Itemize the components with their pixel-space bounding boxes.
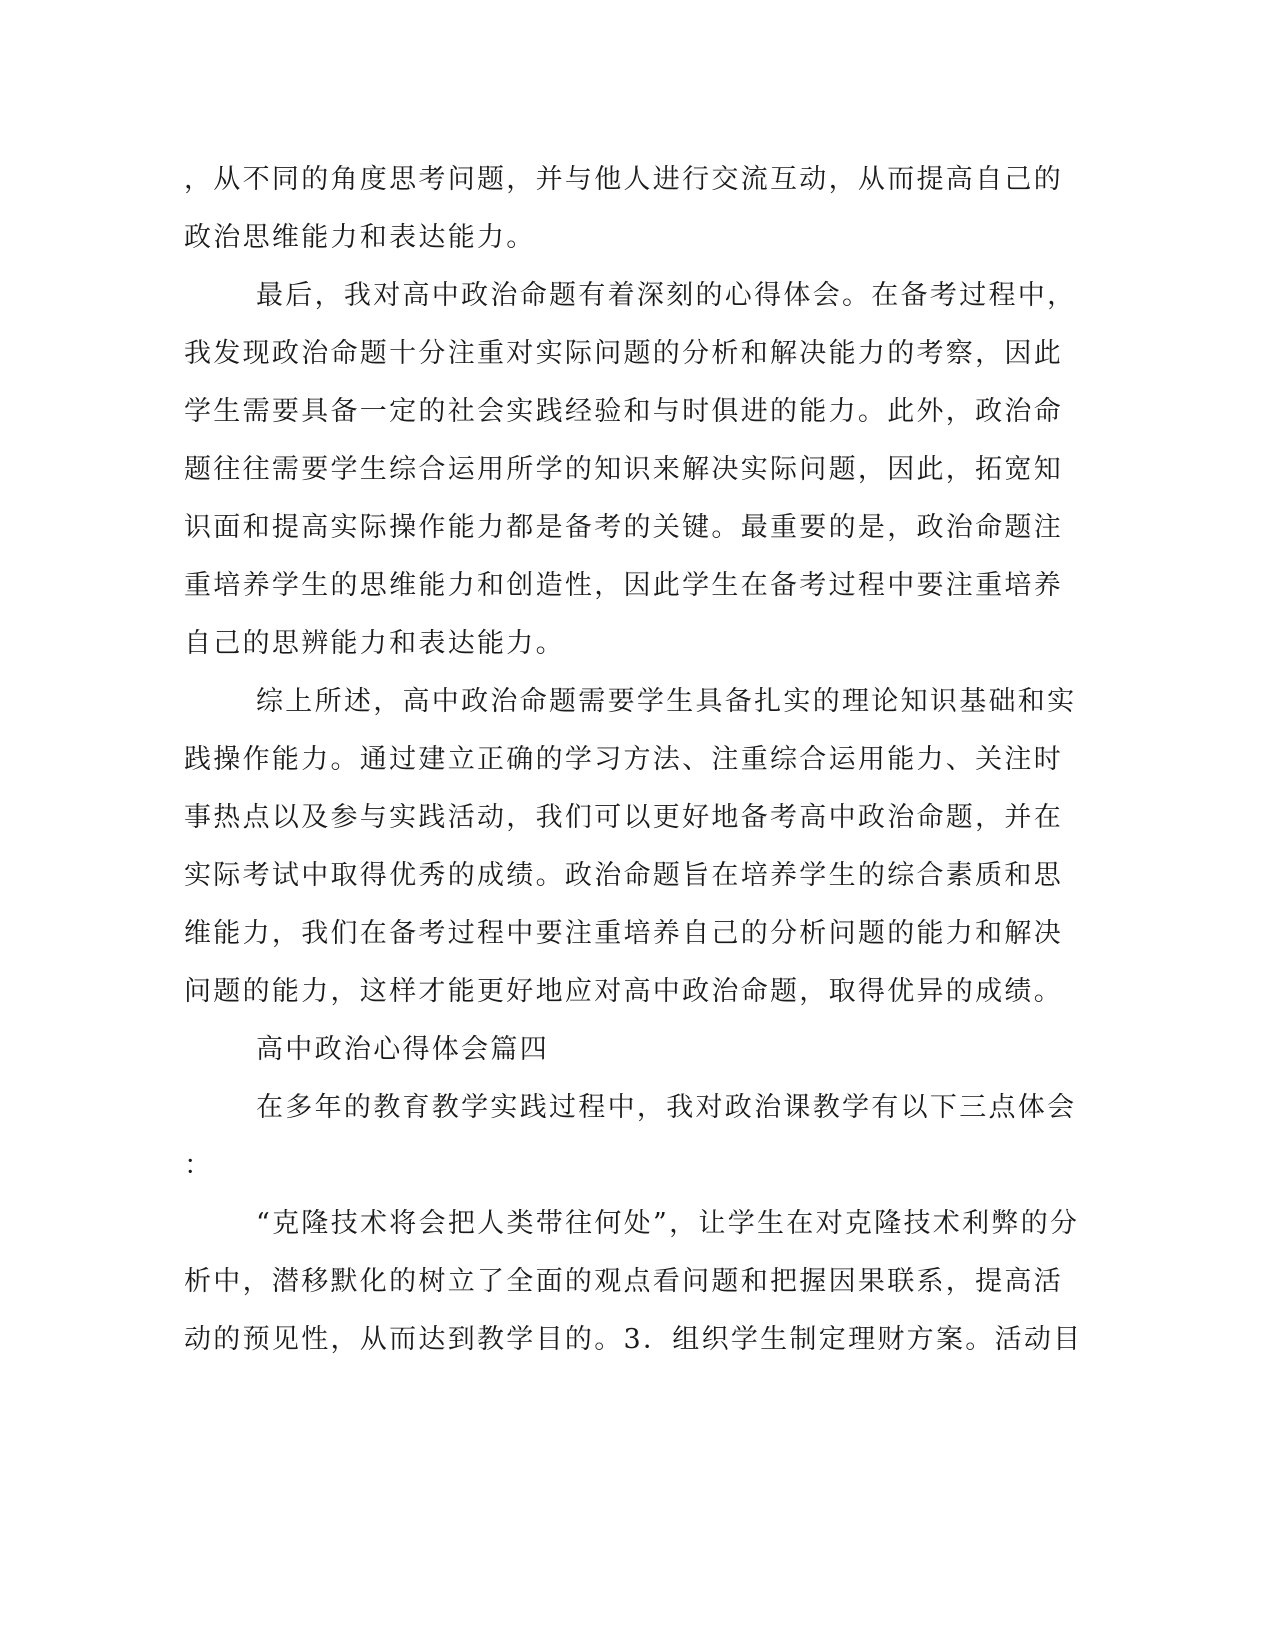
text-line: 实际考试中取得优秀的成绩。政治命题旨在培养学生的综合素质和思 [184, 860, 1063, 891]
text-line: 析中，潜移默化的树立了全面的观点看问题和把握因果联系，提高活 [184, 1266, 1063, 1297]
section-heading: 高中政治心得体会篇四 [256, 1034, 549, 1065]
paragraph-start: “克隆技术将会把人类带往何处”，让学生在对克隆技术利弊的分 [256, 1208, 1080, 1239]
text-line: 识面和提高实际操作能力都是备考的关键。最重要的是，政治命题注 [184, 512, 1063, 543]
text-line: 维能力，我们在备考过程中要注重培养自己的分析问题的能力和解决 [184, 918, 1063, 949]
text-line: 政治思维能力和表达能力。 [184, 222, 536, 253]
text-line: 问题的能力，这样才能更好地应对高中政治命题，取得优异的成绩。 [184, 976, 1063, 1007]
text-line: 学生需要具备一定的社会实践经验和与时俱进的能力。此外，政治命 [184, 396, 1063, 427]
text-line: 践操作能力。通过建立正确的学习方法、注重综合运用能力、关注时 [184, 744, 1063, 775]
text-line: 自己的思辨能力和表达能力。 [184, 628, 565, 659]
text-line: 我发现政治命题十分注重对实际问题的分析和解决能力的考察，因此 [184, 338, 1063, 369]
paragraph-start: 综上所述，高中政治命题需要学生具备扎实的理论知识基础和实 [256, 686, 1077, 717]
text-line: ： [184, 1150, 214, 1181]
text-line: 动的预见性，从而达到教学目的。3．组织学生制定理财方案。活动目 [184, 1324, 1083, 1355]
text-line: 重培养学生的思维能力和创造性，因此学生在备考过程中要注重培养 [184, 570, 1063, 601]
text-line: 题往往需要学生综合运用所学的知识来解决实际问题，因此，拓宽知 [184, 454, 1063, 485]
paragraph-start: 在多年的教育教学实践过程中，我对政治课教学有以下三点体会 [256, 1092, 1077, 1123]
text-line: ，从不同的角度思考问题，并与他人进行交流互动，从而提高自己的 [184, 164, 1063, 195]
text-line: 事热点以及参与实践活动，我们可以更好地备考高中政治命题，并在 [184, 802, 1063, 833]
paragraph-start: 最后，我对高中政治命题有着深刻的心得体会。在备考过程中， [256, 280, 1077, 311]
